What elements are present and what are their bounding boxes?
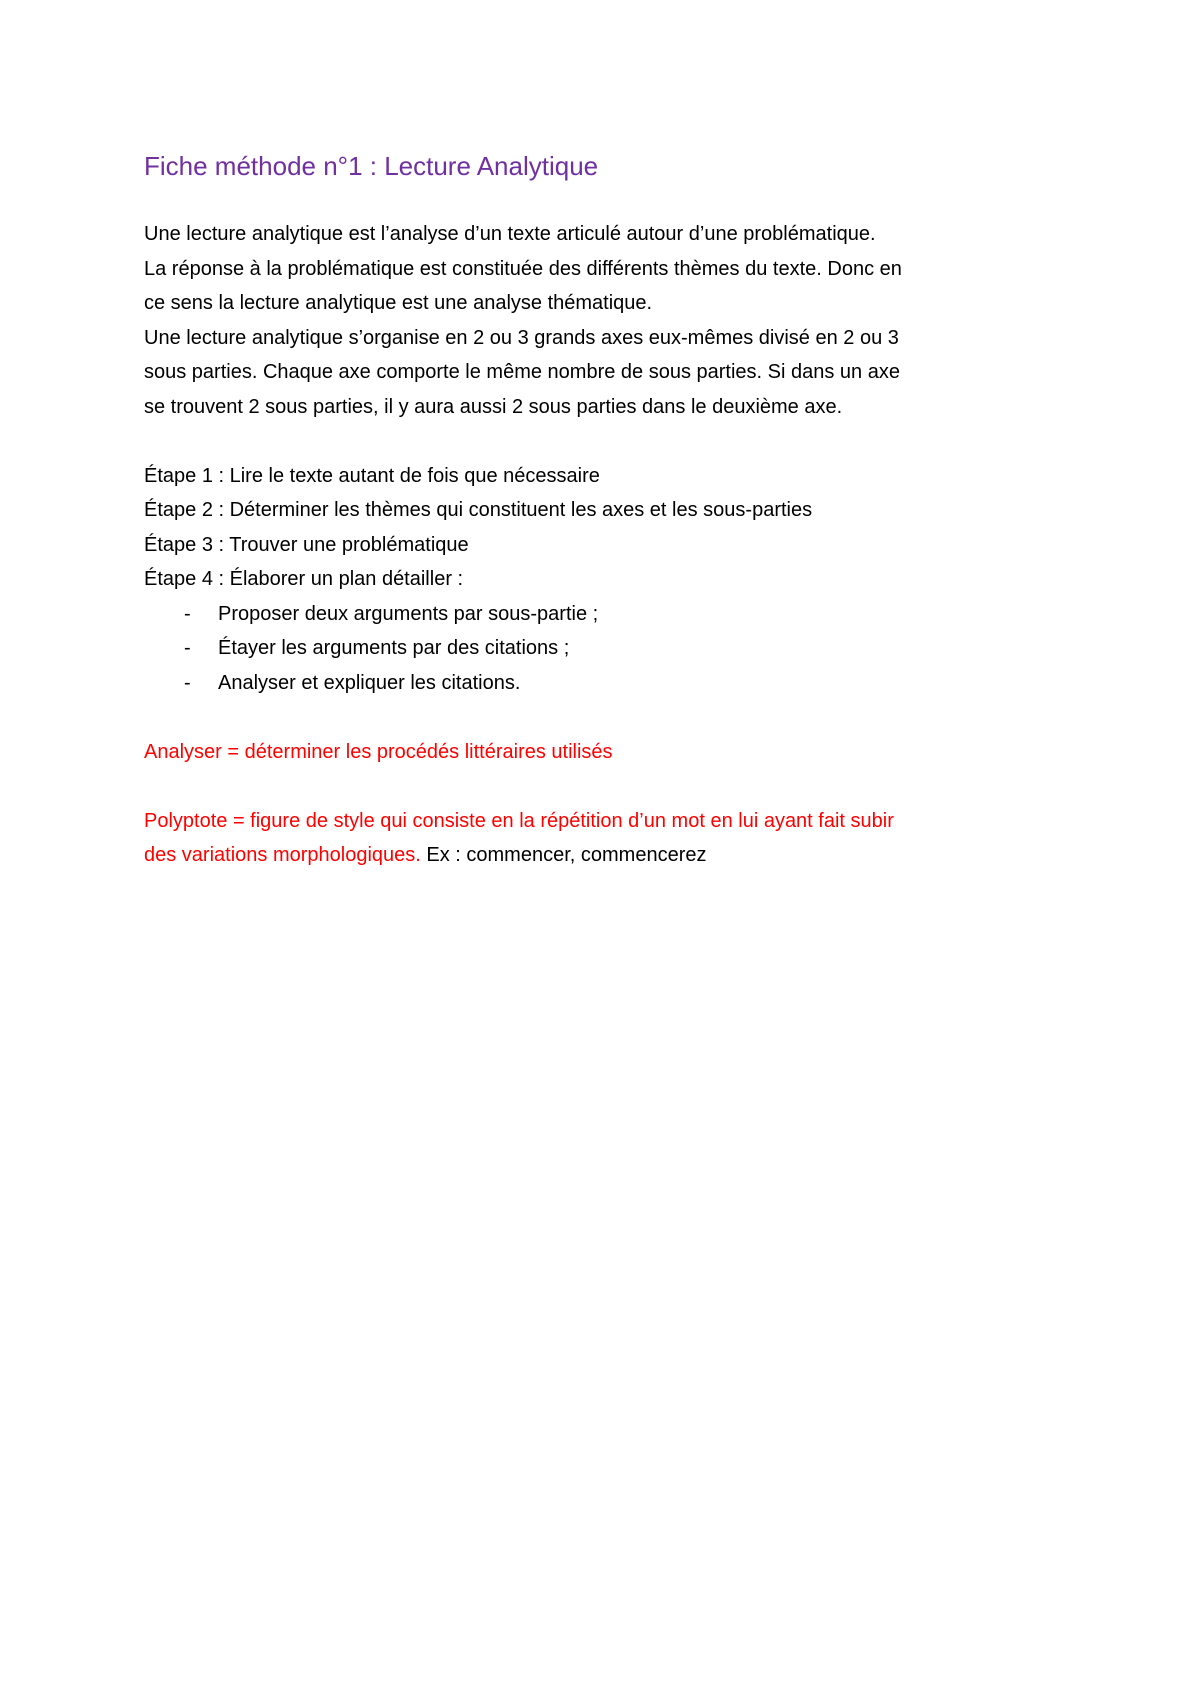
steps-list	[144, 459, 1074, 597]
list-item	[144, 631, 1074, 666]
intro-line: sous parties. Chaque axe comporte le même nombre de sous parties. Si dans un axe	[144, 361, 900, 383]
intro-line: Une lecture analytique est l’analyse d’un texte articulé autour d’une problématique.	[144, 223, 876, 245]
definition-analyser: Analyser = déterminer les procédés littéraires utilisés	[144, 740, 613, 763]
document-content	[144, 148, 1074, 873]
list-item	[144, 666, 1074, 701]
intro-line: Une lecture analytique s’organise en 2 ou 3 grands axes eux-mêmes divisé en 2 ou 3	[144, 326, 899, 349]
list-item	[144, 597, 1074, 632]
bullet-dash: -	[184, 671, 191, 694]
blank-line	[144, 769, 1074, 804]
step-3: Étape 3 : Trouver une problématique	[144, 533, 469, 556]
blank-line	[144, 700, 1074, 735]
step-4: Étape 4 : Élaborer un plan détailler :	[144, 568, 464, 590]
bullet-text: Proposer deux arguments par sous-partie ;	[218, 602, 599, 625]
intro-line: se trouvent 2 sous parties, il y aura aussi 2 sous parties dans le deuxième axe.	[144, 395, 843, 418]
intro-line: ce sens la lecture analytique est une analyse thématique.	[144, 292, 653, 314]
blank-line	[144, 424, 1074, 459]
definition-polyptote-end: des variations morphologiques.	[144, 844, 421, 866]
step-4-bullets	[144, 597, 1074, 701]
definition-polyptote-line: Polyptote = figure de style qui consiste en la répétition d’un mot en lui ayant fait subir	[144, 809, 894, 832]
bullet-dash: -	[184, 637, 191, 659]
bullet-text: Analyser et expliquer les citations.	[218, 671, 521, 694]
intro-paragraph	[144, 217, 1074, 424]
bullet-dash: -	[184, 602, 191, 625]
step-1: Étape 1 : Lire le texte autant de fois que nécessaire	[144, 464, 600, 487]
example-text: Ex : commencer, commencerez	[420, 844, 707, 866]
intro-line: La réponse à la problématique est constituée des différents thèmes du texte. Donc en	[144, 257, 902, 280]
document-title: Fiche méthode n°1 : Lecture Analytique	[144, 151, 599, 181]
definition-polyptote	[144, 804, 1074, 873]
definition-polyptote-line	[144, 838, 1074, 873]
bullet-text: Étayer les arguments par des citations ;	[218, 637, 570, 659]
step-2: Étape 2 : Déterminer les thèmes qui constituent les axes et les sous-parties	[144, 499, 813, 521]
